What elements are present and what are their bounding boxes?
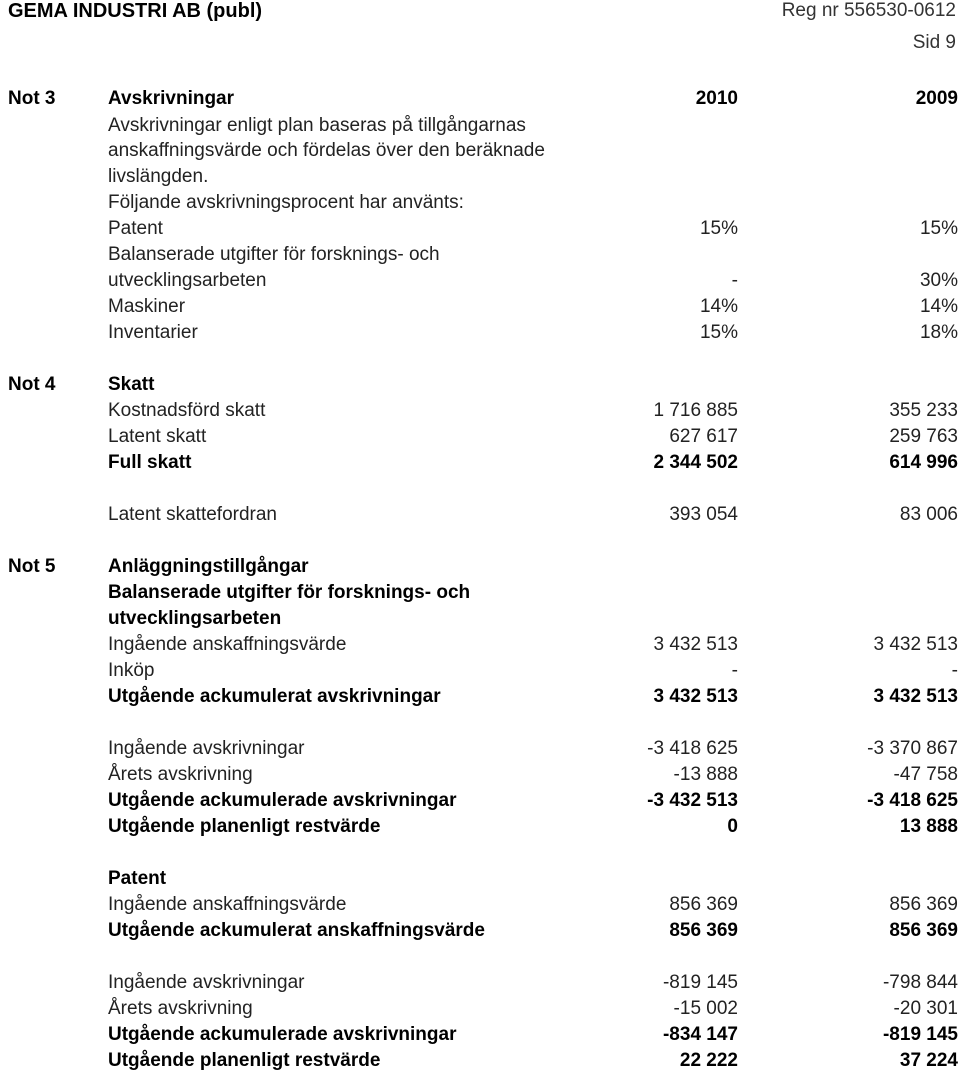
table-row	[0, 294, 960, 320]
value-2009: 355 233	[889, 400, 958, 421]
company-name: GEMA INDUSTRI AB (publ)	[8, 0, 263, 22]
note-number: Not 4	[8, 374, 56, 395]
row-label: Balanserade utgifter för forsknings- och	[108, 582, 471, 603]
value-2009: 614 996	[889, 452, 958, 473]
row-label: Ingående avskrivningar	[108, 972, 305, 993]
row-label: Anläggningstillgångar	[108, 556, 309, 577]
table-row	[0, 736, 960, 762]
table-row	[0, 242, 960, 268]
row-label: Ingående anskaffningsvärde	[108, 634, 347, 655]
row-label: Skatt	[108, 374, 155, 395]
value-2009: -	[951, 660, 958, 681]
value-2010: -13 888	[673, 764, 738, 785]
table-row	[0, 762, 960, 788]
table-row	[0, 788, 960, 814]
value-2009: 30%	[919, 270, 958, 291]
table-row	[0, 113, 960, 139]
table-row	[0, 970, 960, 996]
value-2010: 2 344 502	[653, 452, 738, 473]
value-2010: 3 432 513	[653, 686, 738, 707]
table-row	[0, 866, 960, 892]
row-label: Latent skattefordran	[108, 504, 277, 525]
row-label: Patent	[108, 218, 163, 239]
table-row	[0, 190, 960, 216]
value-2009: 856 369	[889, 920, 958, 941]
row-label: Patent	[108, 868, 167, 889]
row-label: Följande avskrivningsprocent har använts:	[108, 192, 464, 213]
row-label: Avskrivningar	[108, 88, 235, 109]
value-2010: 0	[727, 816, 738, 837]
value-2009: 13 888	[899, 816, 958, 837]
table-row	[0, 86, 960, 112]
table-row	[0, 268, 960, 294]
table-row	[0, 632, 960, 658]
value-2010: -	[731, 270, 738, 291]
table-row	[0, 424, 960, 450]
table-row	[0, 502, 960, 528]
row-label: Inventarier	[108, 322, 198, 343]
row-label: anskaffningsvärde och fördelas över den beräknade	[108, 140, 545, 161]
row-label: Balanserade utgifter för forsknings- och	[108, 244, 440, 265]
value-2010: 22 222	[679, 1050, 738, 1071]
value-2009: 259 763	[889, 426, 958, 447]
value-2009: -798 844	[882, 972, 958, 993]
value-2010: 627 617	[669, 426, 738, 447]
table-row	[0, 398, 960, 424]
table-row	[0, 164, 960, 190]
row-label: Inköp	[108, 660, 155, 681]
row-label: Utgående ackumulerat avskrivningar	[108, 686, 441, 707]
row-label: livslängden.	[108, 166, 209, 187]
value-2010: -819 145	[662, 972, 738, 993]
value-2009: 37 224	[899, 1050, 958, 1071]
note-number: Not 5	[8, 556, 56, 577]
value-2010: 856 369	[669, 894, 738, 915]
value-2009: 83 006	[899, 504, 958, 525]
table-row	[0, 138, 960, 164]
value-2009: 15%	[919, 218, 958, 239]
value-2009: -20 301	[893, 998, 958, 1019]
row-label: Maskiner	[108, 296, 186, 317]
value-2009: 18%	[919, 322, 958, 343]
value-2010: 3 432 513	[653, 634, 738, 655]
table-row	[0, 216, 960, 242]
row-label: Kostnadsförd skatt	[108, 400, 266, 421]
table-row	[0, 580, 960, 606]
table-row	[0, 606, 960, 632]
value-2010: 15%	[699, 218, 738, 239]
row-label: utvecklingsarbeten	[108, 608, 282, 629]
value-2009: -819 145	[882, 1024, 958, 1045]
table-row	[0, 892, 960, 918]
value-2010: 2010	[695, 88, 738, 109]
table-row	[0, 684, 960, 710]
table-row	[0, 1022, 960, 1048]
table-row	[0, 320, 960, 346]
row-label: utvecklingsarbeten	[108, 270, 267, 291]
row-label: Årets avskrivning	[108, 998, 253, 1019]
row-label: Utgående planenligt restvärde	[108, 1050, 381, 1071]
value-2009: -3 418 625	[867, 790, 958, 811]
table-row	[0, 554, 960, 580]
table-row	[0, 1048, 960, 1074]
table-row	[0, 658, 960, 684]
page-number: Sid 9	[912, 32, 956, 53]
value-2010: 1 716 885	[653, 400, 738, 421]
note-number: Not 3	[8, 88, 56, 109]
row-label: Avskrivningar enligt plan baseras på tillgångarnas	[108, 115, 526, 136]
row-label: Full skatt	[108, 452, 192, 473]
registration-number: Reg nr 556530-0612	[781, 0, 956, 21]
value-2010: 14%	[699, 296, 738, 317]
table-row	[0, 996, 960, 1022]
row-label: Ingående avskrivningar	[108, 738, 305, 759]
table-row	[0, 918, 960, 944]
value-2009: 3 432 513	[873, 686, 958, 707]
value-2010: 15%	[699, 322, 738, 343]
value-2010: -	[731, 660, 738, 681]
value-2010: -834 147	[662, 1024, 738, 1045]
table-row	[0, 814, 960, 840]
value-2010: -3 432 513	[647, 790, 738, 811]
value-2010: -15 002	[673, 998, 738, 1019]
row-label: Latent skatt	[108, 426, 207, 447]
value-2009: 3 432 513	[873, 634, 958, 655]
value-2009: -3 370 867	[867, 738, 958, 759]
table-row	[0, 372, 960, 398]
value-2009: -47 758	[893, 764, 958, 785]
value-2009: 856 369	[889, 894, 958, 915]
row-label: Årets avskrivning	[108, 764, 253, 785]
row-label: Utgående planenligt restvärde	[108, 816, 381, 837]
value-2009: 14%	[919, 296, 958, 317]
value-2009: 2009	[915, 88, 958, 109]
value-2010: 393 054	[669, 504, 738, 525]
row-label: Utgående ackumulerade avskrivningar	[108, 1024, 457, 1045]
row-label: Ingående anskaffningsvärde	[108, 894, 347, 915]
value-2010: -3 418 625	[647, 738, 738, 759]
table-row	[0, 450, 960, 476]
row-label: Utgående ackumulerat anskaffningsvärde	[108, 920, 485, 941]
value-2010: 856 369	[669, 920, 738, 941]
row-label: Utgående ackumulerade avskrivningar	[108, 790, 457, 811]
